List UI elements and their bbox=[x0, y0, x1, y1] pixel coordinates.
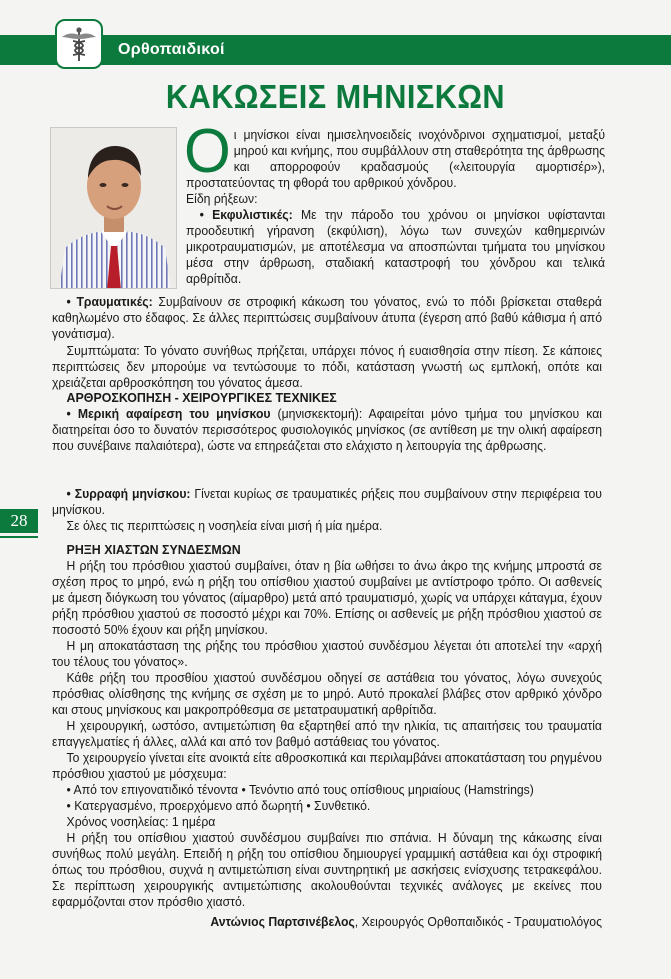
author-signature bbox=[52, 914, 602, 930]
author-role: , Χειρουργός Ορθοπαιδικός - Τραυματιολόγος bbox=[354, 915, 602, 929]
ligaments-paragraph-6: Η ρήξη του οπίσθιου χιαστού συνδέσμου συμβαίνει πιο σπάνια. Η δύναμη της κάκωσης είναι συνήθως πολύ μεγάλη. Επειδή η ρήξη του οπίσθιου δημιουργεί γραμμική αστάθεια και όχι στροφική όπως του πρόσθιου, συχνά η αντιμετώπιση είναι συντηρητική με ασκήσεις ενίσχυσης τετρακεφάλου. Σε περίπτωση χειρουργικής αντιμετώπισης ακολουθούνται τεχνικές ανάλογες με εκείνες που εφαρμόζονται στον πρόσθιο χιαστό. bbox=[52, 831, 602, 909]
partial-removal-label: • Μερική αφαίρεση του μηνίσκου bbox=[66, 407, 271, 421]
ligaments-heading: ΡΗΞΗ ΧΙΑΣΤΩΝ ΣΥΝΔΕΣΜΩΝ bbox=[66, 542, 241, 557]
page-number-rule bbox=[0, 536, 38, 538]
article-title: ΚΑΚΩΣΕΙΣ ΜΗΝΙΣΚΩΝ bbox=[165, 78, 506, 115]
page-number: 28 bbox=[0, 509, 38, 533]
partial-removal-text: (μηνισκεκτομή): Αφαιρείται μόνο τμήμα του μηνίσκου και διατηρείται όσο το δυνατόν περισσότερος φυσιολογικός μηνίσκος (σε αντίθεση με την ολική αφαίρεση που συνέβαινε παλαιότερα), ώστε να επηρεάζεται στο ελάχιστο η λειτουργία της άρθρωσης. bbox=[52, 407, 602, 453]
suture-text: Γίνεται κυρίως σε τραυματικές ρήξεις που συμβαίνουν στην περιφέρεια του μηνίσκου. bbox=[52, 487, 602, 517]
author-name: Αντώνιος Παρτσινέβελος bbox=[210, 915, 355, 929]
drop-cap: Ο bbox=[184, 117, 231, 186]
ligaments-paragraph-2: Η μη αποκατάσταση της ρήξης του πρόσθιου χιαστού συνδέσμου λέγεται ότι αποτελεί την «αρχή του τέλους του γόνατος». bbox=[52, 639, 602, 669]
traumatic-label: • Τραυματικές: bbox=[66, 295, 153, 309]
suture-paragraph bbox=[52, 486, 602, 518]
ligaments-stay: Χρόνος νοσηλείας: 1 ημέρα bbox=[66, 815, 216, 829]
traumatic-text: Συμβαίνουν σε στροφική κάκωση του γόνατος, ενώ το πόδι βρίσκεται σταθερά καθηλωμένο στο έδαφος. Σε άλλες περιπτώσεις συμβαίνουν άτυπα (έγερση από βαθύ κάθισμα ή από γονάτισμα). bbox=[52, 295, 602, 341]
symptoms-paragraph: Συμπτώματα: Το γόνατο συνήθως πρήζεται, υπάρχει πόνος ή ευαισθησία στην πίεση. Σε κάποιες περιπτώσεις δεν μπορούμε να τεντώσουμε το πόδι, κατάσταση γνωστή ως εμπλοκή, οπότε και χρειάζεται αρθροσκόπηση του γόνατος άμεσα. bbox=[52, 344, 602, 390]
ligaments-paragraph-3: Κάθε ρήξη του προσθίου χιαστού συνδέσμου οδηγεί σε αστάθεια του γόνατος, λόγω συνεχούς πρόσθιας ολίσθησης της κνήμης σε σχέση με το μηρό. Αυτό προκαλεί βλάβες στον αρθρικό χόνδρο και στους μηνίσκους και μακροπρόθεσμα σε μετατραυματική αρθρίτιδα. bbox=[52, 671, 602, 717]
partial-removal-paragraph bbox=[52, 406, 602, 454]
degenerative-label: • Εκφυλιστικές: bbox=[199, 208, 293, 222]
ligaments-paragraph-1: Η ρήξη του πρόσθιου χιαστού συμβαίνει, όταν η βία ωθήσει το άνω άκρο της κνήμης μπροστά σε σχέση προς το μηρό, ενώ η ρήξη του οπίσθιου χιαστού συμβαίνει με αντίστροφο τρόπο. Οι ασθενείς με άμεση διόγκωση του γόνατος (αίμαρθρο) μετά από τραυματισμό, χωρίς να υπάρχει κάταγμα, έχουν ρήξη πρόσθιου χιαστού σε ποσοστό μέχρι και 70%. Επίσης οι ασθενείς με ρήξη πρόσθιου χιαστού σε ποσοστό 50% έχουν και ρήξη μηνίσκου. bbox=[52, 559, 602, 637]
ligaments-paragraph-4: Η χειρουργική, ωστόσο, αντιμετώπιση θα εξαρτηθεί από την ηλικία, τις απαιτήσεις του τραυματία επαγγελματίες ή άλλες, αλλά και από τον βαθμό αστάθειας του γόνατος. bbox=[52, 719, 602, 749]
intro-text: ι μηνίσκοι είναι ημισεληνοειδείς ινοχόνδρινοι σχηματισμοί, μεταξύ μηρού και κνήμης, που συμβάλλουν στη σταθερότητα της άρθρωσης και απορροφούν κραδασμούς («λειτουργία αμορτισέρ»), προστατεύοντας τη φθορά του αρθρικού χόνδρου. bbox=[186, 128, 606, 190]
types-label: Είδη ρήξεων: bbox=[186, 192, 258, 206]
caduceus-icon bbox=[55, 19, 103, 69]
author-photo bbox=[50, 127, 177, 289]
degenerative-text: Με την πάροδο του χρόνου οι μηνίσκοι υφίστανται προοδευτική γήρανση (εκφύλιση), λόγω των συνεχών καθημερινών μικροτραυματισμών, με αποτέλεσμα να αποσπώνται τμήματα του μηνίσκου μέσα στην άρθρωση, σταδιακή καταστροφή του χόνδρου και τελικά αρθρίτιδα. bbox=[186, 208, 606, 286]
traumatic-paragraph bbox=[52, 294, 602, 342]
graft-options-1: • Από τον επιγονατιδικό τένοντα • Τενόντιο από τους οπίσθιους μηριαίους (Hamstrings) bbox=[66, 783, 534, 797]
ligaments-paragraph-5: Το χειρουργείο γίνεται είτε ανοικτά είτε αθροσκοπικά και περιλαμβάνει αποκατάσταση του ρηγμένου πρόσθιου χιαστού με μόσχευμα: bbox=[52, 751, 602, 781]
intro-paragraph bbox=[184, 117, 606, 287]
graft-options-2: • Κατεργασμένο, προερχόμενο από δωρητή • Συνθετικό. bbox=[66, 799, 371, 813]
suture-label: • Συρραφή μηνίσκου: bbox=[66, 487, 191, 501]
arthroscopy-stay: Σε όλες τις περιπτώσεις η νοσηλεία είναι μισή ή μία ημέρα. bbox=[66, 519, 383, 533]
section-label: Ορθοπαιδικοί bbox=[118, 41, 225, 58]
arthroscopy-heading: ΑΡΘΡΟΣΚΟΠΗΣΗ - ΧΕΙΡΟΥΡΓΙΚΕΣ ΤΕΧΝΙΚΕΣ bbox=[66, 390, 337, 405]
